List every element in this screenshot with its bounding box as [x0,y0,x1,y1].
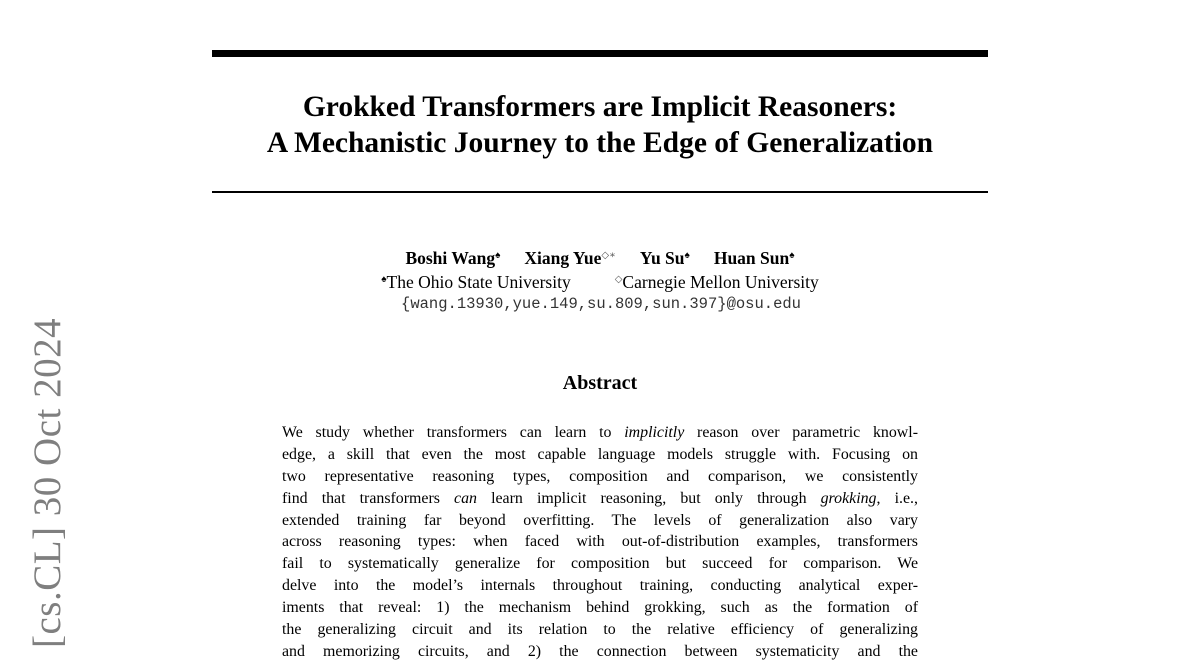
abstract-text: two representative reasoning types, composition and comparison, we consistently [282,467,918,485]
affiliation-mark: ◇∗ [601,250,616,261]
abstract-line [282,575,918,597]
abstract-text: extended training far beyond overfitting. The levels of generalization also vary [282,511,918,529]
author-emails: {wang.13930,yue.149,su.809,sun.397}@osu.edu [401,295,801,313]
abstract-text: edge, a skill that even the most capable language models struggle with. Focusing on [282,445,918,463]
author-names [212,246,988,270]
author-block [212,246,988,314]
author-name: Xiang Yue [524,248,602,268]
abstract-line [282,619,918,641]
affiliation-mark: ◇ [614,274,623,285]
abstract-line [282,641,918,663]
abstract-text: and memorizing circuits, and 2) the connection between systematicity and the [282,642,918,660]
abstract-emphasis: grokking [820,489,877,507]
author-name: Yu Su [639,248,685,268]
affiliation-mark: ♠ [684,250,690,261]
abstract-emphasis: can [454,489,477,507]
affiliation-name: The Ohio State University [386,272,571,292]
affiliation-mark: ♠ [381,274,387,285]
abstract-text: We study whether transformers can learn to [282,424,625,441]
abstract-line [282,510,918,532]
abstract-text: learn implicit reasoning, but only through [476,489,821,507]
abstract-text: , i.e., [876,489,918,507]
abstract-heading: Abstract [562,372,638,394]
arxiv-stamp: [cs.CL] 30 Oct 2024 [26,317,69,648]
title-top-rule [212,50,988,57]
abstract-line [282,531,918,553]
abstract-line [282,444,918,466]
abstract-text: find that transformers [282,489,455,507]
title-bottom-rule [212,191,988,193]
abstract-line [282,488,918,510]
abstract-text: the generalizing circuit and its relation to the relative efficiency of generalizing [282,621,918,639]
affiliation-name: Carnegie Mellon University [622,272,819,292]
title-line-2: A Mechanistic Journey to the Edge of Generalization [266,127,934,159]
abstract-line [282,422,918,444]
abstract-body [282,422,918,663]
abstract-text: iments that reveal: 1) the mechanism behind grokking, such as the formation of [282,599,918,617]
abstract-emphasis: implicitly [624,424,685,441]
abstract-text: fail to systematically generalize for composition but succeed for comparison. We [282,555,918,573]
affiliation-mark: ♠ [789,250,795,261]
paper-title [212,89,988,161]
abstract-line [282,466,918,488]
author-name: Boshi Wang [405,248,496,268]
affiliation-mark: ♠ [495,250,501,261]
author-name: Huan Sun [713,248,790,268]
abstract-text: delve into the model’s internals throughout training, conducting analytical exper- [282,577,918,595]
abstract-text: across reasoning types: when faced with out-of-distribution examples, transformers [282,533,918,551]
title-line-1: Grokked Transformers are Implicit Reasoners: [302,91,898,123]
abstract-line [282,597,918,619]
affiliations [212,270,988,294]
abstract-line [282,553,918,575]
abstract-text: reason over parametric knowl- [684,424,918,441]
